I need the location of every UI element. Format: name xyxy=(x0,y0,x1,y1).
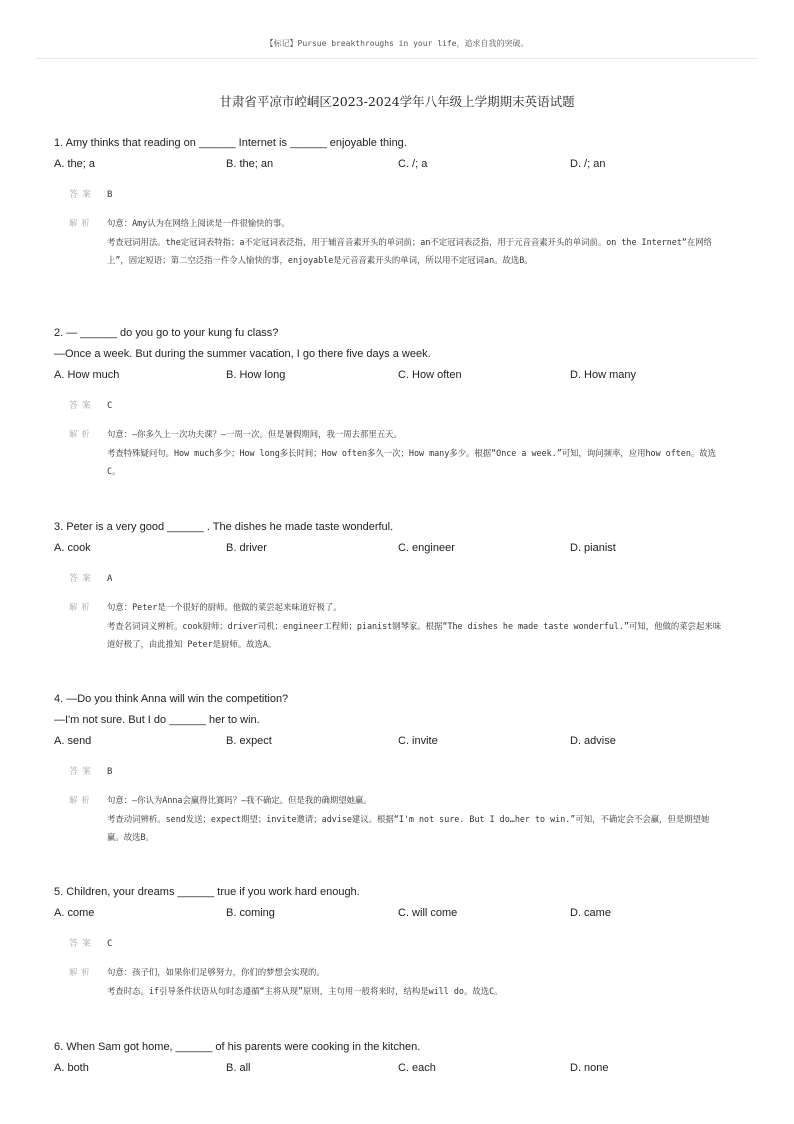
explanation-body xyxy=(107,425,723,481)
option-a: A. both xyxy=(54,1062,89,1074)
explanation-body xyxy=(107,791,723,847)
document-title: 甘肃省平凉市崆峒区2023-2024学年八年级上学期期末英语试题 xyxy=(219,94,575,109)
answer-label: 答案 xyxy=(69,574,96,584)
option-c: C. will come xyxy=(398,907,458,919)
explanation-line: 句意：Peter是一个很好的厨师。他做的菜尝起来味道好极了。 xyxy=(107,602,342,612)
explanation-row xyxy=(54,963,754,1000)
option-a: A. send xyxy=(54,735,92,747)
answer-value: C xyxy=(107,939,113,949)
option-b: B. expect xyxy=(226,735,272,747)
option-d: D. pianist xyxy=(570,542,616,554)
option-b: B. the; an xyxy=(226,158,274,170)
answer-value: A xyxy=(107,574,113,584)
answer-label: 答案 xyxy=(69,401,96,411)
option-row xyxy=(54,365,754,386)
explanation-line: 句意：—你认为Anna会赢得比赛吗？—我不确定。但是我的确期望她赢。 xyxy=(107,795,372,805)
explanation-line: 考查特殊疑问句。How much多少；How long多长时间；How often多久一次；How many多少。根据“Once a week.”可知，询问频率，应用how often。故选C。 xyxy=(107,447,716,476)
question-stem: 1. Amy thinks that reading on ______ Internet is ______ enjoyable thing. xyxy=(54,137,407,149)
question-stem: —I'm not sure. But I do ______ her to win. xyxy=(54,714,260,726)
option-a: A. How much xyxy=(54,369,120,381)
option-row xyxy=(54,154,754,175)
question-stem: —Once a week. But during the summer vacation, I go there five days a week. xyxy=(54,348,431,360)
answer-value: B xyxy=(107,190,113,200)
explanation-row xyxy=(54,598,754,654)
option-a: A. come xyxy=(54,907,95,919)
option-row xyxy=(54,731,754,752)
header-note: 【标记】Pursue breakthroughs in your life，追求自我的突破。 xyxy=(265,39,529,48)
explanation-label: 解析 xyxy=(69,795,94,805)
option-d: D. came xyxy=(570,907,611,919)
explanation-label: 解析 xyxy=(69,218,94,228)
question-4 xyxy=(54,689,754,847)
option-a: A. the; a xyxy=(54,158,95,170)
option-d: D. How many xyxy=(570,369,637,381)
explanation-line: 句意：Amy认为在网络上阅读是一件很愉快的事。 xyxy=(107,218,290,228)
explanation-row xyxy=(54,791,754,847)
option-row xyxy=(54,538,754,559)
header-divider xyxy=(36,58,758,59)
question-stem: 2. — ______ do you go to your kung fu class? xyxy=(54,327,279,339)
option-b: B. driver xyxy=(226,542,267,554)
answer-label: 答案 xyxy=(69,939,96,949)
option-a: A. cook xyxy=(54,542,91,554)
explanation-label: 解析 xyxy=(69,429,94,439)
option-c: C. engineer xyxy=(398,542,455,554)
explanation-line: 考查动词辨析。send发送；expect期望；invite邀请；advise建议。根据“I'm not sure. But I do…her to win.”可知，不确定会不会赢，但是期望她赢。故选B。 xyxy=(107,813,710,842)
question-1 xyxy=(54,133,754,270)
option-d: D. advise xyxy=(570,735,616,747)
option-c: C. each xyxy=(398,1062,436,1074)
explanation-row xyxy=(54,214,754,270)
question-stem: 4. —Do you think Anna will win the competition? xyxy=(54,693,289,705)
option-b: B. coming xyxy=(226,907,275,919)
explanation-line: 句意：—你多久上一次功夫课？—一周一次。但是暑假期间，我一周去那里五天。 xyxy=(107,429,402,439)
question-3 xyxy=(54,517,754,654)
answer-label: 答案 xyxy=(69,767,96,777)
option-d: D. /; an xyxy=(570,158,606,170)
question-stem: 3. Peter is a very good ______ . The dishes he made taste wonderful. xyxy=(54,521,394,533)
explanation-label: 解析 xyxy=(69,967,94,977)
answer-label: 答案 xyxy=(69,190,96,200)
answer-value: B xyxy=(107,767,113,777)
option-d: D. none xyxy=(570,1062,609,1074)
option-row xyxy=(54,903,754,924)
option-b: B. How long xyxy=(226,369,286,381)
answer-row xyxy=(54,188,754,202)
question-stem: 6. When Sam got home, ______ of his parents were cooking in the kitchen. xyxy=(54,1041,421,1053)
question-6 xyxy=(54,1037,754,1079)
explanation-body xyxy=(107,963,723,1000)
option-row xyxy=(54,1058,754,1079)
explanation-body xyxy=(107,598,723,654)
option-c: C. invite xyxy=(398,735,438,747)
option-c: C. How often xyxy=(398,369,462,381)
answer-row xyxy=(54,765,754,779)
option-b: B. all xyxy=(226,1062,251,1074)
explanation-line: 考查时态。if引导条件状语从句时态遵循“主将从现”原则，主句用一般将来时，结构是will do。故选C。 xyxy=(107,985,503,996)
question-2 xyxy=(54,323,754,481)
option-c: C. /; a xyxy=(398,158,428,170)
answer-value: C xyxy=(107,401,113,411)
explanation-line: 考查名词词义辨析。cook厨师；driver司机；engineer工程师；pianist钢琴家。根据“The dishes he made taste wonderful.”可知，他做的菜尝起来味道好极了，由此推知 Peter是厨师。故选A。 xyxy=(107,620,722,649)
explanation-line: 句意：孩子们，如果你们足够努力，你们的梦想会实现的。 xyxy=(107,967,325,977)
explanation-row xyxy=(54,425,754,481)
question-5 xyxy=(54,882,754,1000)
answer-row xyxy=(54,399,754,413)
answer-row xyxy=(54,937,754,951)
explanation-label: 解析 xyxy=(69,602,94,612)
question-stem: 5. Children, your dreams ______ true if you work hard enough. xyxy=(54,886,360,898)
answer-row xyxy=(54,572,754,586)
explanation-line: 考查冠词用法。the定冠词表特指；a不定冠词表泛指，用于辅音音素开头的单词前；an不定冠词表泛指，用于元音音素开头的单词前。on the Internet“在网络上”，固定短语；第二空泛指一件令人愉快的事，enjoyable是元音音素开头的单词，所以用不定冠词an。故选B。 xyxy=(107,236,713,265)
explanation-body xyxy=(107,214,723,270)
